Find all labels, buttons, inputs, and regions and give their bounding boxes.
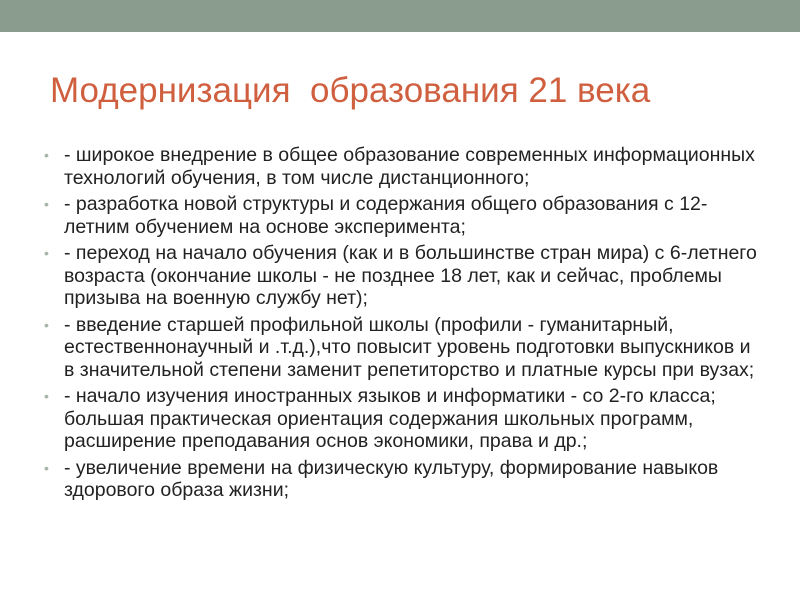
bullet-text: - широкое внедрение в общее образование современных информационных технологий обучения, в том числе дистанционного; bbox=[64, 144, 755, 189]
slide-title: Модернизация образования 21 века bbox=[50, 71, 651, 110]
top-decorative-bar bbox=[0, 0, 800, 32]
bullet-text: - увеличение времени на физическую культуру, формирование навыков здорового образа жизни; bbox=[64, 456, 719, 501]
bullet-item bbox=[42, 314, 762, 382]
bullet-text: - введение старшей профильной школы (профили - гуманитарный, естественнонаучный и .т.д.),что повысит уровень подготовки выпускников и в значительной степени заменит репетиторство и платные курсы при вузах; bbox=[64, 313, 755, 381]
bullet-text: - начало изучения иностранных языков и информатики - со 2-го класса; большая практическая ориентация содержания школьных программ, расширение преподавания основ экономики, права и др.; bbox=[64, 385, 716, 452]
bullet-icon: • bbox=[44, 196, 49, 212]
bullet-text: - разработка новой структуры и содержания общего образования с 12-летним обучением на основе эксперимента; bbox=[64, 193, 708, 238]
bullet-item bbox=[42, 242, 762, 310]
bullet-item bbox=[42, 144, 762, 189]
bullet-item bbox=[42, 457, 762, 502]
bullet-icon: • bbox=[44, 316, 49, 333]
bullet-icon: • bbox=[44, 245, 49, 261]
bullet-item bbox=[42, 193, 762, 238]
bullet-icon: • bbox=[44, 459, 49, 476]
bullet-icon: • bbox=[44, 147, 49, 163]
bullet-item bbox=[42, 385, 762, 453]
bullet-text: - переход на начало обучения (как и в большинстве стран мира) с 6-летнего возраста (окончание школы - не позднее 18 лет, как и сейчас, проблемы призыва на военную службу нет); bbox=[64, 242, 757, 309]
bullet-list bbox=[42, 144, 762, 506]
bullet-icon: • bbox=[44, 388, 49, 404]
